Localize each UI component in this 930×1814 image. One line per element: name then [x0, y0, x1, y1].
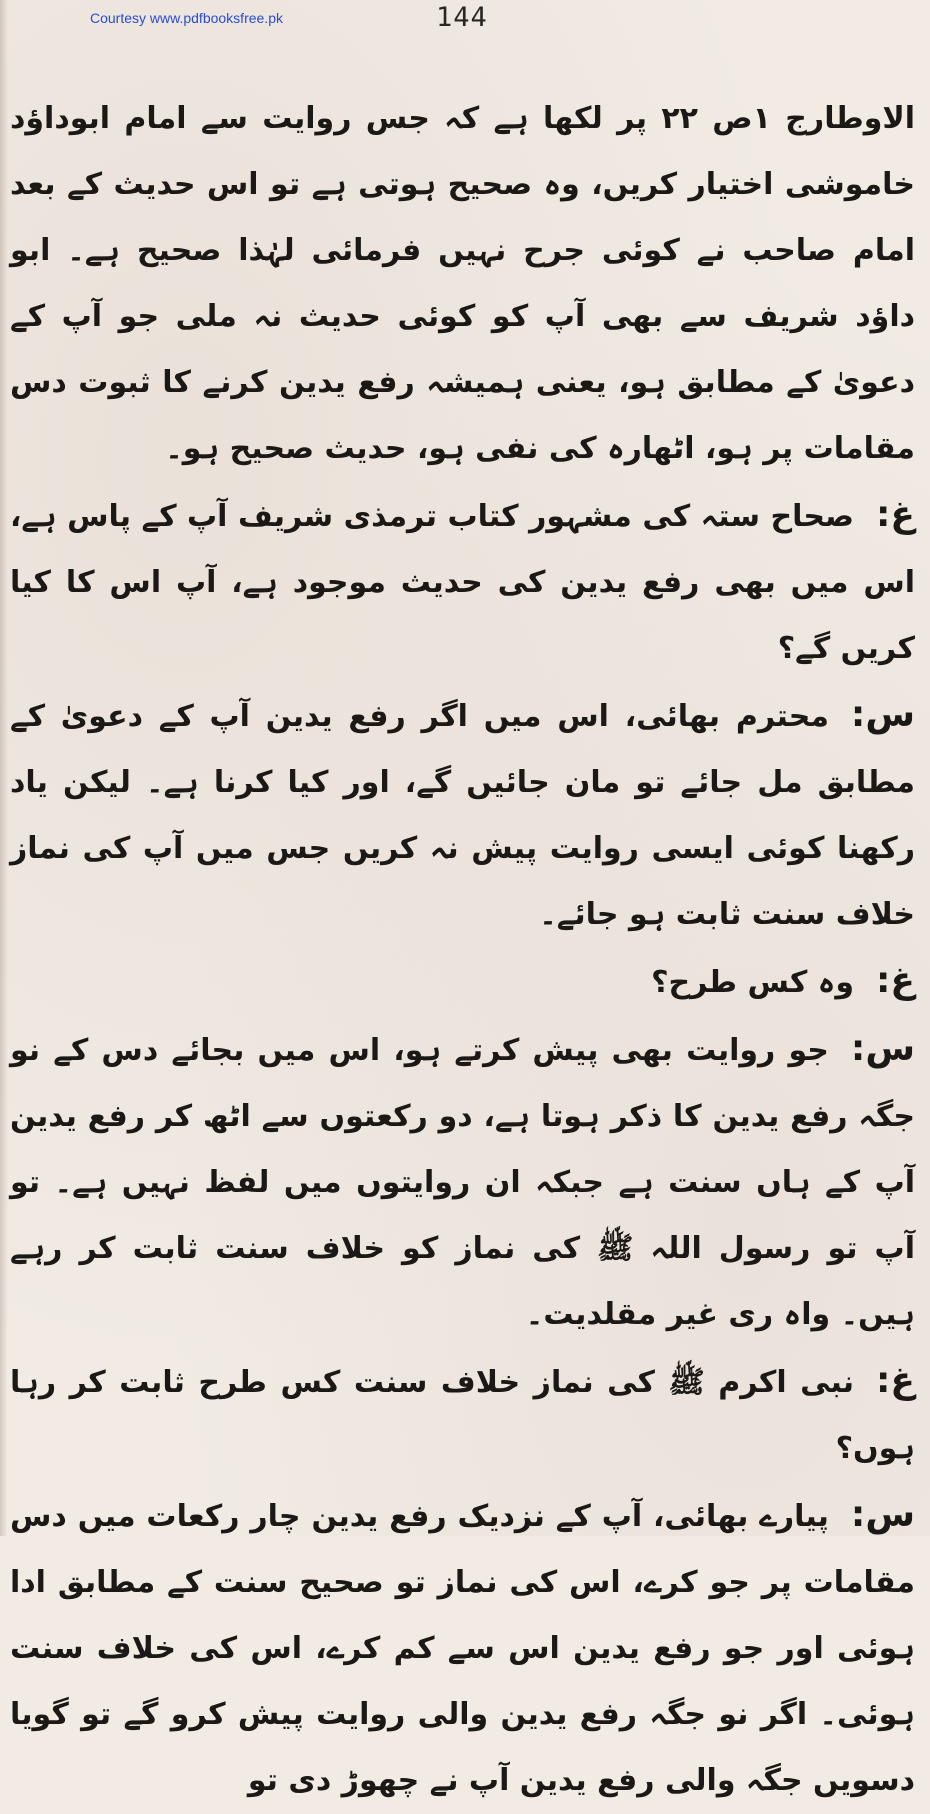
speaker-label: غ:: [876, 1360, 915, 1401]
page-body: [10, 86, 915, 1814]
speaker-label: س:: [850, 1028, 915, 1069]
dialogue-text: محترم بھائی، اس میں اگر رفع یدین آپ کے دعویٰ کے مطابق مل جائے تو مان جائیں گے، اور کیا کرنا ہے۔ لیکن یاد رکھنا کوئی ایسی روایت پیش نہ کریں جس میں آپ کی نماز خلاف سنت ثابت ہو جائے۔: [10, 699, 915, 932]
page-number: 144: [436, 2, 488, 33]
page-edge-shadow: [0, 0, 8, 1536]
dialogue-text: جو روایت بھی پیش کرتے ہو، اس میں بجائے دس کے نو جگہ رفع یدین کا ذکر ہوتا ہے، دو رکعتوں سے اٹھ کر رفع یدین آپ کے ہاں سنت ہے جبکہ ان روایتوں میں لفظ نہیں ہے۔ تو آپ تو رسول اللہ ﷺ کی نماز کو خلاف سنت ثابت کر رہے ہیں۔ واہ ری غیر مقلدیت۔: [10, 1033, 915, 1332]
speaker-label: س:: [850, 1494, 915, 1535]
intro-paragraph: الاوطارج ۱ص ۲۲ پر لکھا ہے کہ جس روایت سے امام ابوداؤد خاموشی اختیار کریں، وہ صحیح ہوتی ہے تو اس حدیث کے بعد امام صاحب نے کوئی جرح نہیں فرمائی لہٰذا صحیح ہے۔ ابو داؤد شریف سے بھی آپ کو کوئی حدیث نہ ملی جو آپ کے دعویٰ کے مطابق ہو، یعنی ہمیشہ رفع یدین کرنے کا ثبوت دس مقامات پر ہو، اٹھارہ کی نفی ہو، حدیث صحیح ہو۔: [10, 101, 915, 466]
dialogue-paragraph-6: [10, 1482, 915, 1814]
dialogue-text: نبی اکرم ﷺ کی نماز خلاف سنت کس طرح ثابت کر رہا ہوں؟: [10, 1365, 915, 1466]
speaker-label: غ:: [876, 960, 915, 1001]
dialogue-text: صحاح ستہ کی مشہور کتاب ترمذی شریف آپ کے پاس ہے، اس میں بھی رفع یدین کی حدیث موجود ہے، آپ اس کا کیا کریں گے؟: [10, 499, 915, 666]
dialogue-paragraph-2: [10, 682, 915, 948]
speaker-label: س:: [850, 694, 915, 735]
dialogue-paragraph-1: [10, 482, 915, 682]
dialogue-text: پیارے بھائی، آپ کے نزدیک رفع یدین چار رکعات میں دس مقامات پر جو کرے، اس کی نماز تو صحیح سنت کے مطابق ادا ہوئی اور جو رفع یدین اس سے کم کرے، اس کی خلاف سنت ہوئی۔ اگر نو جگہ رفع یدین والی روایت پیش کرو گے تو گویا دسویں جگہ والی رفع یدین آپ نے چھوڑ دی تو: [10, 1499, 915, 1798]
speaker-label: غ:: [876, 494, 915, 535]
dialogue-paragraph-4: [10, 1016, 915, 1348]
dialogue-paragraph-5: [10, 1348, 915, 1482]
dialogue-text: وہ کس طرح؟: [651, 965, 854, 1000]
courtesy-link[interactable]: Courtesy www.pdfbooksfree.pk: [90, 10, 283, 26]
dialogue-paragraph-3: [10, 948, 915, 1016]
